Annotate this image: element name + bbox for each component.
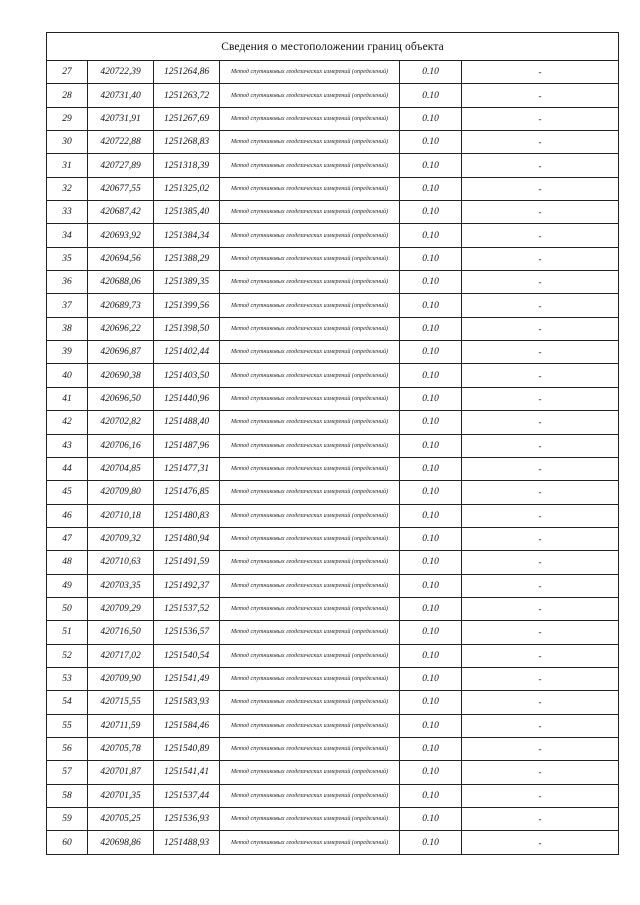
table-row — [47, 434, 619, 457]
table-row — [47, 737, 619, 760]
method-cell: Метод спутниковых геодезических измерений (определений) — [220, 154, 400, 177]
x-coordinate-cell: 420709,80 — [88, 481, 154, 504]
point-number-cell: 33 — [47, 201, 88, 224]
description-cell: - — [462, 364, 619, 387]
table-row — [47, 177, 619, 200]
precision-cell: 0.10 — [400, 761, 462, 784]
table-row — [47, 201, 619, 224]
x-coordinate-cell: 420706,16 — [88, 434, 154, 457]
precision-cell: 0.10 — [400, 831, 462, 854]
description-cell: - — [462, 831, 619, 854]
table-row — [47, 387, 619, 410]
y-coordinate-cell: 1251264,86 — [154, 61, 220, 84]
point-number-cell: 51 — [47, 621, 88, 644]
x-coordinate-cell: 420696,22 — [88, 317, 154, 340]
x-coordinate-cell: 420722,88 — [88, 131, 154, 154]
y-coordinate-cell: 1251389,35 — [154, 271, 220, 294]
y-coordinate-cell: 1251583,93 — [154, 691, 220, 714]
table-row — [47, 551, 619, 574]
method-cell: Метод спутниковых геодезических измерений (определений) — [220, 551, 400, 574]
precision-cell: 0.10 — [400, 808, 462, 831]
precision-cell: 0.10 — [400, 317, 462, 340]
description-cell: - — [462, 527, 619, 550]
x-coordinate-cell: 420702,82 — [88, 411, 154, 434]
precision-cell: 0.10 — [400, 527, 462, 550]
y-coordinate-cell: 1251541,49 — [154, 667, 220, 690]
point-number-cell: 31 — [47, 154, 88, 177]
precision-cell: 0.10 — [400, 737, 462, 760]
description-cell: - — [462, 737, 619, 760]
table-row — [47, 224, 619, 247]
description-cell: - — [462, 434, 619, 457]
description-cell: - — [462, 761, 619, 784]
y-coordinate-cell: 1251388,29 — [154, 247, 220, 270]
method-cell: Метод спутниковых геодезических измерений (определений) — [220, 247, 400, 270]
table-row — [47, 644, 619, 667]
precision-cell: 0.10 — [400, 364, 462, 387]
y-coordinate-cell: 1251536,93 — [154, 808, 220, 831]
point-number-cell: 47 — [47, 527, 88, 550]
description-cell: - — [462, 691, 619, 714]
description-cell: - — [462, 411, 619, 434]
precision-cell: 0.10 — [400, 341, 462, 364]
precision-cell: 0.10 — [400, 434, 462, 457]
description-cell: - — [462, 457, 619, 480]
method-cell: Метод спутниковых геодезических измерений (определений) — [220, 317, 400, 340]
method-cell: Метод спутниковых геодезических измерений (определений) — [220, 131, 400, 154]
description-cell: - — [462, 317, 619, 340]
precision-cell: 0.10 — [400, 691, 462, 714]
y-coordinate-cell: 1251476,85 — [154, 481, 220, 504]
table-row — [47, 714, 619, 737]
method-cell: Метод спутниковых геодезических измерений (определений) — [220, 364, 400, 387]
y-coordinate-cell: 1251541,41 — [154, 761, 220, 784]
point-number-cell: 60 — [47, 831, 88, 854]
precision-cell: 0.10 — [400, 481, 462, 504]
y-coordinate-cell: 1251268,83 — [154, 131, 220, 154]
description-cell: - — [462, 131, 619, 154]
description-cell: - — [462, 294, 619, 317]
x-coordinate-cell: 420694,56 — [88, 247, 154, 270]
table-row — [47, 761, 619, 784]
table-row — [47, 61, 619, 84]
y-coordinate-cell: 1251492,37 — [154, 574, 220, 597]
point-number-cell: 57 — [47, 761, 88, 784]
point-number-cell: 45 — [47, 481, 88, 504]
point-number-cell: 55 — [47, 714, 88, 737]
y-coordinate-cell: 1251487,96 — [154, 434, 220, 457]
method-cell: Метод спутниковых геодезических измерений (определений) — [220, 808, 400, 831]
x-coordinate-cell: 420689,73 — [88, 294, 154, 317]
description-cell: - — [462, 504, 619, 527]
point-number-cell: 50 — [47, 597, 88, 620]
x-coordinate-cell: 420722,39 — [88, 61, 154, 84]
table-title-row — [47, 33, 619, 61]
table-row — [47, 527, 619, 550]
y-coordinate-cell: 1251536,57 — [154, 621, 220, 644]
point-number-cell: 27 — [47, 61, 88, 84]
table-row — [47, 84, 619, 107]
description-cell: - — [462, 574, 619, 597]
point-number-cell: 32 — [47, 177, 88, 200]
y-coordinate-cell: 1251537,44 — [154, 784, 220, 807]
method-cell: Метод спутниковых геодезических измерений (определений) — [220, 224, 400, 247]
point-number-cell: 43 — [47, 434, 88, 457]
x-coordinate-cell: 420731,40 — [88, 84, 154, 107]
precision-cell: 0.10 — [400, 667, 462, 690]
method-cell: Метод спутниковых геодезических измерений (определений) — [220, 434, 400, 457]
precision-cell: 0.10 — [400, 84, 462, 107]
y-coordinate-cell: 1251402,44 — [154, 341, 220, 364]
description-cell: - — [462, 387, 619, 410]
x-coordinate-cell: 420710,63 — [88, 551, 154, 574]
table-row — [47, 364, 619, 387]
x-coordinate-cell: 420677,55 — [88, 177, 154, 200]
description-cell: - — [462, 61, 619, 84]
x-coordinate-cell: 420688,06 — [88, 271, 154, 294]
y-coordinate-cell: 1251488,93 — [154, 831, 220, 854]
point-number-cell: 59 — [47, 808, 88, 831]
y-coordinate-cell: 1251488,40 — [154, 411, 220, 434]
table-row — [47, 691, 619, 714]
y-coordinate-cell: 1251263,72 — [154, 84, 220, 107]
x-coordinate-cell: 420731,91 — [88, 107, 154, 130]
point-number-cell: 42 — [47, 411, 88, 434]
precision-cell: 0.10 — [400, 411, 462, 434]
method-cell: Метод спутниковых геодезических измерений (определений) — [220, 294, 400, 317]
description-cell: - — [462, 621, 619, 644]
x-coordinate-cell: 420696,87 — [88, 341, 154, 364]
method-cell: Метод спутниковых геодезических измерений (определений) — [220, 784, 400, 807]
x-coordinate-cell: 420709,32 — [88, 527, 154, 550]
method-cell: Метод спутниковых геодезических измерений (определений) — [220, 691, 400, 714]
precision-cell: 0.10 — [400, 784, 462, 807]
point-number-cell: 41 — [47, 387, 88, 410]
y-coordinate-cell: 1251399,56 — [154, 294, 220, 317]
method-cell: Метод спутниковых геодезических измерений (определений) — [220, 411, 400, 434]
description-cell: - — [462, 667, 619, 690]
description-cell: - — [462, 551, 619, 574]
precision-cell: 0.10 — [400, 271, 462, 294]
method-cell: Метод спутниковых геодезических измерений (определений) — [220, 761, 400, 784]
description-cell: - — [462, 784, 619, 807]
table-row — [47, 247, 619, 270]
table-row — [47, 457, 619, 480]
x-coordinate-cell: 420710,18 — [88, 504, 154, 527]
point-number-cell: 28 — [47, 84, 88, 107]
y-coordinate-cell: 1251480,94 — [154, 527, 220, 550]
method-cell: Метод спутниковых геодезических измерений (определений) — [220, 644, 400, 667]
method-cell: Метод спутниковых геодезических измерений (определений) — [220, 177, 400, 200]
x-coordinate-cell: 420704,85 — [88, 457, 154, 480]
method-cell: Метод спутниковых геодезических измерений (определений) — [220, 201, 400, 224]
table-row — [47, 784, 619, 807]
precision-cell: 0.10 — [400, 457, 462, 480]
point-number-cell: 34 — [47, 224, 88, 247]
table-row — [47, 621, 619, 644]
description-cell: - — [462, 271, 619, 294]
table-title: Сведения о местоположении границ объекта — [47, 33, 619, 61]
y-coordinate-cell: 1251267,69 — [154, 107, 220, 130]
y-coordinate-cell: 1251477,31 — [154, 457, 220, 480]
y-coordinate-cell: 1251584,46 — [154, 714, 220, 737]
precision-cell: 0.10 — [400, 247, 462, 270]
table-row — [47, 808, 619, 831]
description-cell: - — [462, 808, 619, 831]
precision-cell: 0.10 — [400, 201, 462, 224]
x-coordinate-cell: 420703,35 — [88, 574, 154, 597]
method-cell: Метод спутниковых геодезических измерений (определений) — [220, 597, 400, 620]
precision-cell: 0.10 — [400, 714, 462, 737]
method-cell: Метод спутниковых геодезических измерений (определений) — [220, 457, 400, 480]
point-number-cell: 46 — [47, 504, 88, 527]
point-number-cell: 37 — [47, 294, 88, 317]
y-coordinate-cell: 1251385,40 — [154, 201, 220, 224]
table-row — [47, 504, 619, 527]
precision-cell: 0.10 — [400, 177, 462, 200]
point-number-cell: 58 — [47, 784, 88, 807]
y-coordinate-cell: 1251398,50 — [154, 317, 220, 340]
table-row — [47, 154, 619, 177]
method-cell: Метод спутниковых геодезических измерений (определений) — [220, 621, 400, 644]
x-coordinate-cell: 420696,50 — [88, 387, 154, 410]
y-coordinate-cell: 1251403,50 — [154, 364, 220, 387]
description-cell: - — [462, 84, 619, 107]
point-number-cell: 39 — [47, 341, 88, 364]
table-row — [47, 317, 619, 340]
point-number-cell: 52 — [47, 644, 88, 667]
table-row — [47, 294, 619, 317]
x-coordinate-cell: 420698,86 — [88, 831, 154, 854]
description-cell: - — [462, 154, 619, 177]
y-coordinate-cell: 1251384,34 — [154, 224, 220, 247]
table-row — [47, 341, 619, 364]
precision-cell: 0.10 — [400, 551, 462, 574]
method-cell: Метод спутниковых геодезических измерений (определений) — [220, 714, 400, 737]
precision-cell: 0.10 — [400, 644, 462, 667]
description-cell: - — [462, 714, 619, 737]
table-row — [47, 481, 619, 504]
x-coordinate-cell: 420690,38 — [88, 364, 154, 387]
method-cell: Метод спутниковых геодезических измерений (определений) — [220, 387, 400, 410]
precision-cell: 0.10 — [400, 294, 462, 317]
table-row — [47, 271, 619, 294]
precision-cell: 0.10 — [400, 107, 462, 130]
x-coordinate-cell: 420709,90 — [88, 667, 154, 690]
point-number-cell: 36 — [47, 271, 88, 294]
precision-cell: 0.10 — [400, 504, 462, 527]
y-coordinate-cell: 1251537,52 — [154, 597, 220, 620]
method-cell: Метод спутниковых геодезических измерений (определений) — [220, 481, 400, 504]
y-coordinate-cell: 1251318,39 — [154, 154, 220, 177]
point-number-cell: 35 — [47, 247, 88, 270]
table-row — [47, 831, 619, 854]
precision-cell: 0.10 — [400, 574, 462, 597]
point-number-cell: 54 — [47, 691, 88, 714]
precision-cell: 0.10 — [400, 621, 462, 644]
method-cell: Метод спутниковых геодезических измерений (определений) — [220, 341, 400, 364]
y-coordinate-cell: 1251540,54 — [154, 644, 220, 667]
x-coordinate-cell: 420711,59 — [88, 714, 154, 737]
table-row — [47, 131, 619, 154]
x-coordinate-cell: 420727,89 — [88, 154, 154, 177]
method-cell: Метод спутниковых геодезических измерений (определений) — [220, 84, 400, 107]
document-page — [46, 32, 619, 855]
description-cell: - — [462, 644, 619, 667]
point-number-cell: 56 — [47, 737, 88, 760]
point-number-cell: 49 — [47, 574, 88, 597]
description-cell: - — [462, 107, 619, 130]
table-row — [47, 411, 619, 434]
y-coordinate-cell: 1251325,02 — [154, 177, 220, 200]
table-row — [47, 667, 619, 690]
precision-cell: 0.10 — [400, 597, 462, 620]
precision-cell: 0.10 — [400, 61, 462, 84]
x-coordinate-cell: 420701,35 — [88, 784, 154, 807]
description-cell: - — [462, 247, 619, 270]
point-number-cell: 48 — [47, 551, 88, 574]
table-row — [47, 107, 619, 130]
x-coordinate-cell: 420693,92 — [88, 224, 154, 247]
method-cell: Метод спутниковых геодезических измерений (определений) — [220, 737, 400, 760]
description-cell: - — [462, 597, 619, 620]
point-number-cell: 40 — [47, 364, 88, 387]
boundary-coordinates-table — [46, 32, 619, 855]
y-coordinate-cell: 1251491,59 — [154, 551, 220, 574]
point-number-cell: 30 — [47, 131, 88, 154]
method-cell: Метод спутниковых геодезических измерений (определений) — [220, 61, 400, 84]
method-cell: Метод спутниковых геодезических измерений (определений) — [220, 831, 400, 854]
x-coordinate-cell: 420717,02 — [88, 644, 154, 667]
precision-cell: 0.10 — [400, 154, 462, 177]
x-coordinate-cell: 420687,42 — [88, 201, 154, 224]
method-cell: Метод спутниковых геодезических измерений (определений) — [220, 574, 400, 597]
method-cell: Метод спутниковых геодезических измерений (определений) — [220, 504, 400, 527]
x-coordinate-cell: 420705,78 — [88, 737, 154, 760]
table-row — [47, 597, 619, 620]
table-row — [47, 574, 619, 597]
x-coordinate-cell: 420709,29 — [88, 597, 154, 620]
precision-cell: 0.10 — [400, 224, 462, 247]
method-cell: Метод спутниковых геодезических измерений (определений) — [220, 667, 400, 690]
description-cell: - — [462, 177, 619, 200]
y-coordinate-cell: 1251540,89 — [154, 737, 220, 760]
point-number-cell: 53 — [47, 667, 88, 690]
point-number-cell: 38 — [47, 317, 88, 340]
method-cell: Метод спутниковых геодезических измерений (определений) — [220, 107, 400, 130]
x-coordinate-cell: 420701,87 — [88, 761, 154, 784]
x-coordinate-cell: 420705,25 — [88, 808, 154, 831]
y-coordinate-cell: 1251480,83 — [154, 504, 220, 527]
description-cell: - — [462, 224, 619, 247]
method-cell: Метод спутниковых геодезических измерений (определений) — [220, 271, 400, 294]
description-cell: - — [462, 201, 619, 224]
precision-cell: 0.10 — [400, 387, 462, 410]
method-cell: Метод спутниковых геодезических измерений (определений) — [220, 527, 400, 550]
description-cell: - — [462, 481, 619, 504]
precision-cell: 0.10 — [400, 131, 462, 154]
x-coordinate-cell: 420715,55 — [88, 691, 154, 714]
y-coordinate-cell: 1251440,96 — [154, 387, 220, 410]
point-number-cell: 44 — [47, 457, 88, 480]
x-coordinate-cell: 420716,50 — [88, 621, 154, 644]
point-number-cell: 29 — [47, 107, 88, 130]
description-cell: - — [462, 341, 619, 364]
